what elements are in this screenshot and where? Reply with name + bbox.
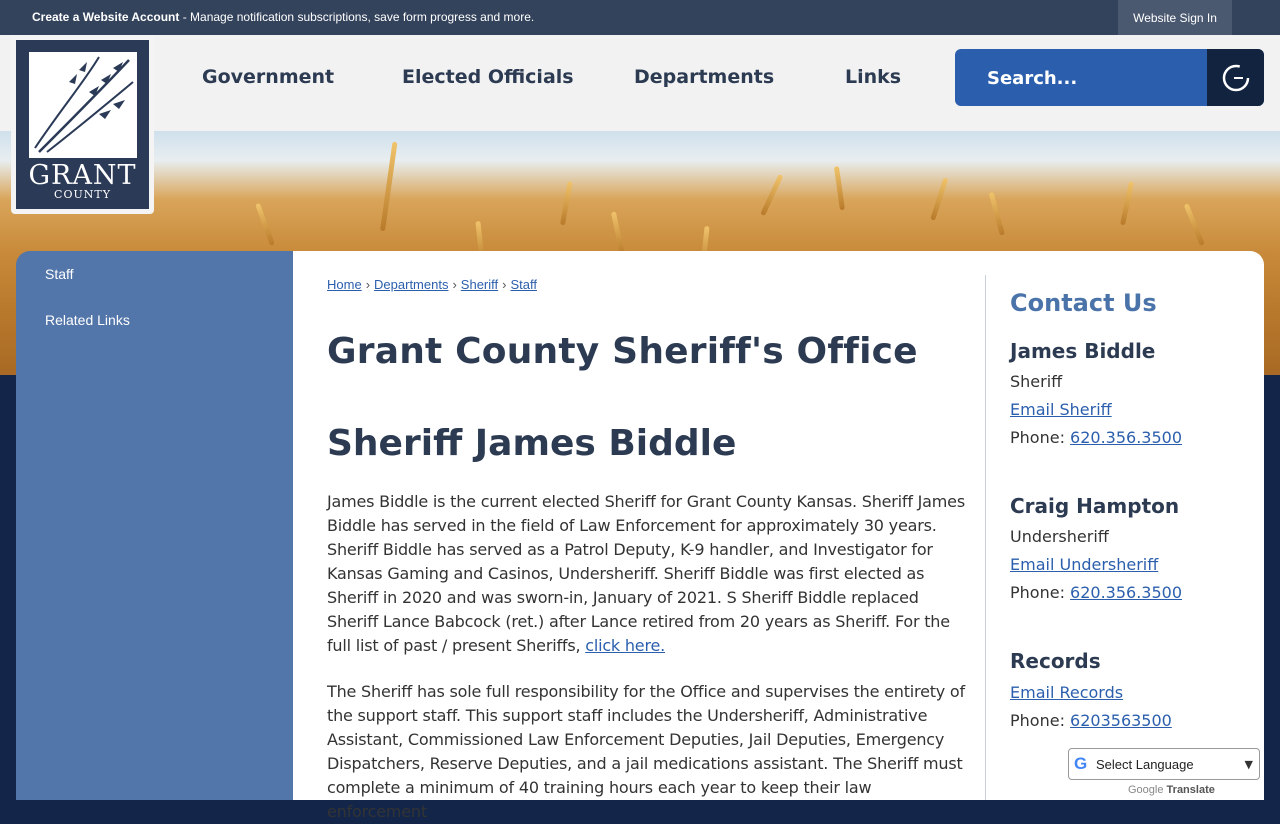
main-content: [293, 251, 1264, 821]
contact-title: Contact Us: [1010, 289, 1157, 317]
email-records-link[interactable]: Email Records: [1010, 683, 1124, 702]
nav-departments[interactable]: Departments: [634, 66, 775, 88]
bio-paragraph: [327, 490, 967, 658]
search-input[interactable]: [955, 49, 1264, 106]
sheriff-phone-link[interactable]: 620.356.3500: [1070, 428, 1183, 447]
bio-text: James Biddle is the current elected Sheriff for Grant County Kansas. Sheriff James Biddle has served in the field of Law Enforcement for approximately 30 years. Sheriff Biddle has served as a Patrol Deputy, K-9 handler, and Investigator for Kansas Gaming and Casinos, Undersheriff. Sheriff Biddle was first elected as Sheriff in 2020 and was sworn-in, January of 2021. S Sheriff Biddle replaced Sheriff Lance Babcock (ret.) after Lance retired from 20 years as Sheriff. For the full list of past / present Sheriffs,: [327, 492, 965, 655]
contact-undersheriff-role: Undersheriff: [1010, 527, 1109, 546]
sidebar: [16, 251, 293, 800]
language-select[interactable]: [1068, 748, 1260, 780]
promo-description: - Manage notification subscriptions, save form progress and more.: [179, 10, 535, 24]
undersheriff-phone-link[interactable]: 620.356.3500: [1070, 583, 1183, 602]
nav-elected-officials[interactable]: Elected Officials: [402, 66, 574, 88]
chevron-down-icon: ▼: [1244, 757, 1253, 771]
breadcrumb-staff[interactable]: Staff: [510, 277, 537, 292]
language-select-label: Select Language: [1096, 756, 1194, 772]
contact-sheriff-name: James Biddle: [1010, 339, 1156, 363]
logo-grant-text: GRANT: [28, 160, 137, 191]
google-wordmark: Google: [1128, 784, 1164, 796]
email-undersheriff-link[interactable]: Email Undersheriff: [1010, 555, 1159, 574]
phone-label: Phone:: [1010, 711, 1071, 730]
page-title: Grant County Sheriff's Office: [327, 331, 918, 372]
website-sign-in-button[interactable]: Website Sign In: [1118, 0, 1232, 35]
translate-link[interactable]: Translate: [1166, 784, 1215, 796]
breadcrumb-home[interactable]: Home: [327, 277, 362, 292]
email-sheriff-link[interactable]: Email Sheriff: [1010, 400, 1112, 419]
breadcrumb-departments[interactable]: Departments: [374, 277, 449, 292]
breadcrumb: Home › Departments › Sheriff › Staff: [327, 277, 537, 292]
search-placeholder: Search...: [987, 68, 1078, 89]
google-g-icon: G: [1074, 754, 1088, 773]
records-phone-link[interactable]: 6203563500: [1070, 711, 1172, 730]
sidebar-item-related-links[interactable]: Related Links: [45, 312, 130, 328]
create-account-promo[interactable]: [32, 10, 534, 24]
breadcrumb-sheriff[interactable]: Sheriff: [460, 277, 499, 292]
top-bar: [0, 0, 1280, 35]
past-sheriffs-link[interactable]: click here.: [585, 636, 666, 655]
logo-county-text: COUNTY: [54, 188, 111, 201]
sidebar-item-staff[interactable]: Staff: [45, 266, 74, 282]
main-header: [0, 35, 1280, 131]
wheat-logo-image: [29, 52, 137, 158]
nav-links[interactable]: Links: [845, 66, 902, 88]
grant-county-logo[interactable]: [11, 35, 154, 214]
contact-undersheriff-name: Craig Hampton: [1010, 494, 1180, 518]
search-icon: [1219, 61, 1253, 95]
phone-label: Phone:: [1010, 583, 1071, 602]
powered-by-google[interactable]: [1128, 784, 1215, 796]
nav-government[interactable]: Government: [202, 66, 335, 88]
create-account-link[interactable]: Create a Website Account: [32, 10, 180, 24]
responsibility-paragraph: The Sheriff has sole full responsibility for the Office and supervises the entirety of the support staff. This support staff includes the Undersheriff, Administrative Assistant, Commissioned Law Enforcement Deputies, Jail Deputies, Emergency Dispatchers, Reserve Deputies, and a jail medications assistant. The Sheriff must complete a minimum of 40 training hours each year to keep their law enforcement: [327, 682, 965, 821]
search-button[interactable]: [1207, 49, 1264, 106]
column-divider: [985, 275, 986, 800]
phone-label: Phone:: [1010, 428, 1071, 447]
contact-sheriff-role: Sheriff: [1010, 372, 1063, 391]
contact-records-name: Records: [1010, 649, 1101, 673]
section-heading: Sheriff James Biddle: [327, 423, 737, 464]
